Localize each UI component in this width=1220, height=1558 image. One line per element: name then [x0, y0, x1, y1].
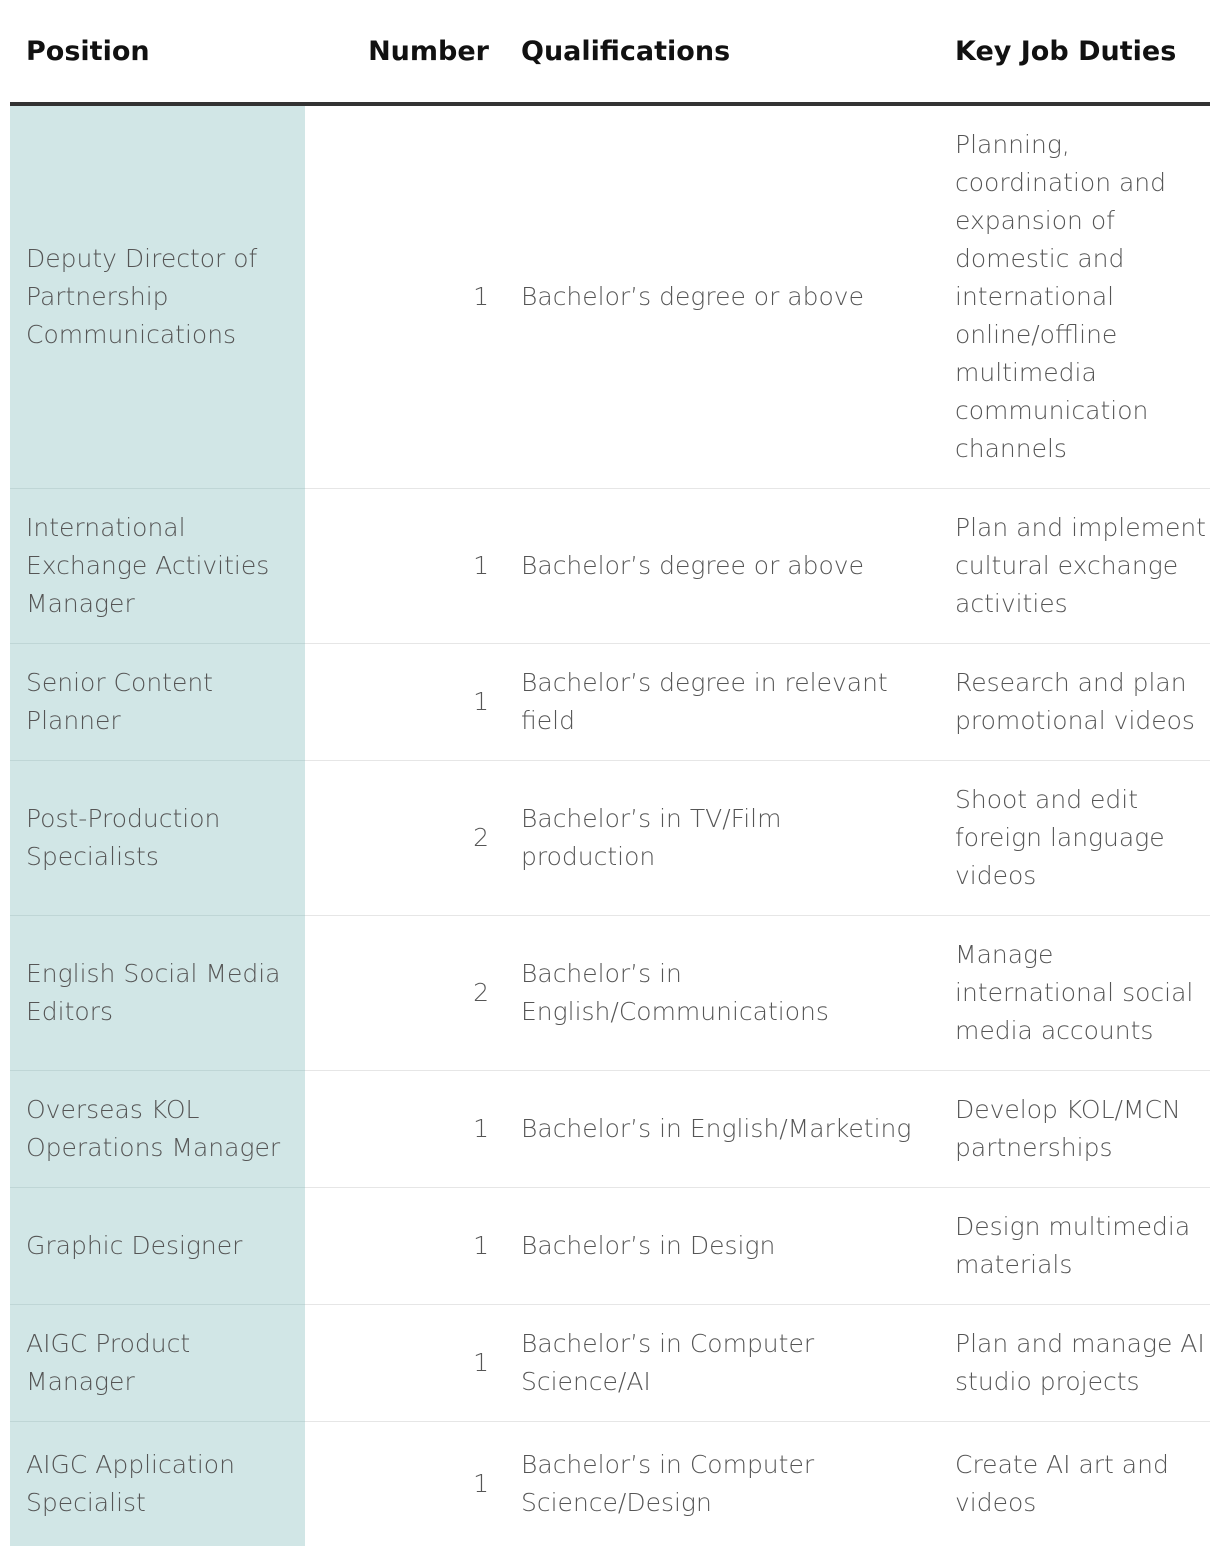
duties-cell: Planning, coordination and expansion of domestic and international online/offline multimedia communication channels	[939, 104, 1210, 489]
duties-cell: Plan and manage AI studio projects	[939, 1305, 1210, 1422]
duties-cell: Manage international social media accounts	[939, 916, 1210, 1071]
qualifications-cell: Bachelor’s degree or above	[505, 489, 939, 644]
position-cell: Senior Content Planner	[10, 644, 305, 761]
qualifications-cell: Bachelor’s in English/Communications	[505, 916, 939, 1071]
position-cell: Deputy Director of Partnership Communications	[10, 104, 305, 489]
duties-cell: Design multimedia materials	[939, 1188, 1210, 1305]
number-cell: 1	[473, 1469, 489, 1498]
position-cell: Post-Production Specialists	[10, 761, 305, 916]
position-cell: English Social Media Editors	[10, 916, 305, 1071]
number-cell: 1	[305, 1305, 505, 1422]
table-body	[10, 104, 1210, 1546]
qualifications-cell: Bachelor’s in Design	[505, 1188, 939, 1305]
job-positions-table	[10, 0, 1210, 1546]
table-row	[10, 1422, 1210, 1547]
qualifications-cell: Bachelor’s degree or above	[505, 104, 939, 489]
header-position: Position	[10, 0, 305, 104]
table-row	[10, 489, 1210, 644]
position-cell: Overseas KOL Operations Manager	[10, 1071, 305, 1188]
number-cell: 1	[305, 489, 505, 644]
position-cell: International Exchange Activities Manager	[10, 489, 305, 644]
qualifications-cell: Bachelor’s in English/Marketing	[505, 1071, 939, 1188]
table-header	[10, 0, 1210, 104]
qualifications-cell: Bachelor’s degree in relevant field	[505, 644, 939, 761]
number-cell: 1	[305, 644, 505, 761]
header-row	[10, 0, 1210, 104]
qualifications-cell: Bachelor’s in TV/Film production	[505, 761, 939, 916]
number-cell: 2	[305, 916, 505, 1071]
header-key-job-duties: Key Job Duties	[939, 0, 1210, 104]
header-qualifications: Qualifications	[505, 0, 939, 104]
qualifications-cell: Bachelor’s in Computer Science/AI	[505, 1305, 939, 1422]
duties-cell: Develop KOL/MCN partnerships	[939, 1071, 1210, 1188]
table-row	[10, 761, 1210, 916]
table-row	[10, 104, 1210, 489]
number-cell: 1	[305, 1071, 505, 1188]
table-row	[10, 1188, 1210, 1305]
position-cell: AIGC Product Manager	[10, 1305, 305, 1422]
header-number: Number	[305, 0, 505, 104]
duties-cell: Research and plan promotional videos	[939, 644, 1210, 761]
number-cell: 1	[305, 1188, 505, 1305]
position-cell: AIGC Application Specialist	[10, 1422, 305, 1547]
duties-cell: Shoot and edit foreign language videos	[939, 761, 1210, 916]
qualifications-cell: Bachelor’s in Computer Science/Design	[521, 1450, 815, 1517]
job-positions-table-container	[10, 0, 1210, 1546]
duties-cell: Plan and implement cultural exchange activities	[939, 489, 1210, 644]
table-row	[10, 1071, 1210, 1188]
position-cell: Graphic Designer	[10, 1188, 305, 1305]
table-row	[10, 1305, 1210, 1422]
number-cell: 2	[305, 761, 505, 916]
table-row	[10, 644, 1210, 761]
duties-cell: Create AI art and videos	[955, 1450, 1169, 1517]
number-cell: 1	[305, 104, 505, 489]
table-row	[10, 916, 1210, 1071]
